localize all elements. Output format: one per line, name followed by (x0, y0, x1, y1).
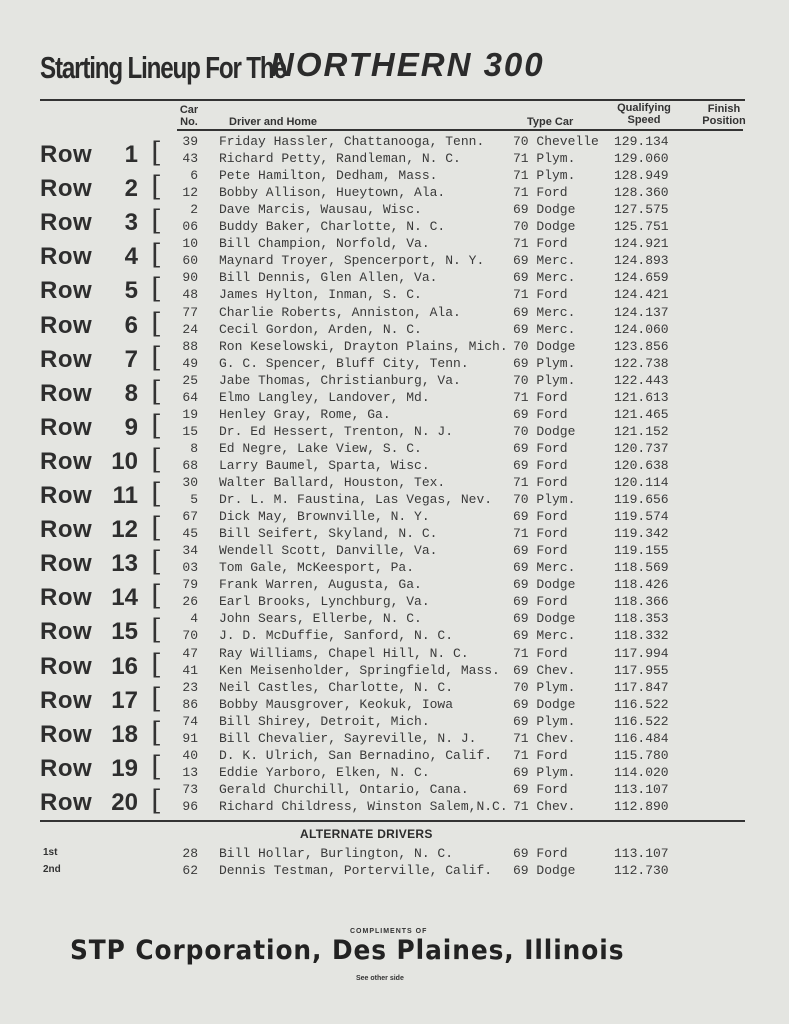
see-other-side: See other side (356, 975, 404, 982)
row-number: 5 (124, 277, 138, 305)
qualifying-speed: 118.332 (614, 628, 669, 644)
car-type: 71 Ford (513, 389, 568, 405)
qualifying-speed: 128.360 (614, 185, 669, 201)
driver-name: Cecil Gordon, Arden, N. C. (219, 321, 422, 337)
driver-name: G. C. Spencer, Bluff City, Tenn. (219, 355, 469, 371)
car-number: 8 (190, 440, 198, 456)
car-number: 74 (182, 713, 198, 729)
car-number: 96 (182, 798, 198, 814)
qualifying-speed: 124.421 (614, 287, 669, 303)
car-number: 4 (190, 611, 198, 627)
driver-name: Dick May, Brownville, N. Y. (219, 509, 430, 525)
car-number: 86 (182, 696, 198, 712)
row-label (40, 511, 162, 546)
driver-name: James Hylton, Inman, S. C. (219, 287, 422, 303)
qualifying-speed: 119.574 (614, 509, 669, 525)
bracket-icon: [ (151, 681, 162, 715)
car-type: 70 Chevelle (513, 134, 599, 149)
qualifying-speed: 119.342 (614, 526, 669, 542)
bracket-icon: [ (151, 545, 162, 579)
car-type: 70 Dodge (513, 423, 576, 439)
car-number: 23 (182, 679, 198, 695)
row-word: Row (40, 379, 93, 407)
car-type: 69 Chev. (513, 662, 576, 678)
qualifying-speed: 118.569 (614, 560, 669, 576)
bracket-icon: [ (151, 306, 162, 340)
row-number: 6 (124, 311, 138, 339)
driver-name: Bobby Mausgrover, Keokuk, Iowa (219, 696, 454, 712)
driver-name: Larry Baumel, Sparta, Wisc. (219, 457, 430, 473)
car-number: 12 (182, 185, 198, 201)
qualifying-speed: 122.738 (614, 355, 669, 371)
car-number: 77 (182, 304, 198, 320)
car-type: 71 Chev. (513, 730, 576, 746)
bracket-icon: [ (151, 715, 162, 749)
car-number: 43 (182, 151, 198, 166)
qualifying-speed: 124.659 (614, 270, 669, 286)
race-name: NORTHERN 300 (270, 46, 545, 83)
qualifying-speed: 113.107 (614, 846, 669, 861)
header-type-car: Type Car (527, 116, 574, 128)
header-car-no: Car No. (179, 104, 199, 128)
qualifying-speed: 113.107 (614, 781, 669, 797)
row-word: Row (40, 720, 93, 748)
car-type: 69 Ford (513, 406, 568, 422)
car-number: 40 (182, 747, 198, 763)
car-number: 90 (182, 270, 198, 286)
row-word: Row (40, 652, 93, 680)
qualifying-speed: 117.994 (614, 645, 669, 661)
qualifying-speed: 112.730 (614, 863, 669, 878)
driver-name: Eddie Yarboro, Elken, N. C. (219, 764, 430, 780)
row-word: Row (40, 584, 93, 612)
car-number: 25 (182, 372, 198, 388)
bracket-icon: [ (151, 749, 162, 783)
row-word: Row (40, 175, 93, 203)
car-type: 71 Plym. (513, 151, 576, 166)
car-number: 15 (182, 423, 198, 439)
bracket-icon: [ (151, 783, 162, 817)
car-number: 26 (182, 594, 198, 610)
driver-name: John Sears, Ellerbe, N. C. (219, 611, 422, 627)
qualifying-speed: 117.955 (614, 662, 669, 678)
row-number: 14 (111, 584, 138, 612)
car-number: 70 (182, 628, 198, 644)
qualifying-speed: 122.443 (614, 372, 669, 388)
car-type: 69 Ford (513, 543, 568, 559)
car-number: 10 (182, 236, 198, 252)
sponsor-name: STP Corporation, Des Plaines, Illinois (70, 935, 625, 966)
header-speed: Qualifying Speed (617, 102, 671, 126)
qualifying-speed: 118.426 (614, 577, 669, 593)
car-type: 69 Dodge (513, 577, 576, 593)
qualifying-speed: 120.114 (614, 475, 669, 490)
car-number: 91 (182, 730, 198, 746)
header-underline (177, 129, 743, 131)
car-number: 60 (182, 253, 198, 269)
car-type: 71 Ford (513, 185, 568, 201)
row-word: Row (40, 277, 93, 305)
row-number: 13 (111, 550, 138, 578)
qualifying-speed: 116.522 (614, 713, 669, 729)
car-type: 71 Ford (513, 645, 568, 661)
car-type: 71 Ford (513, 236, 568, 252)
row-label (40, 681, 162, 717)
row-number: 10 (111, 447, 138, 475)
row-word: Row (40, 482, 93, 509)
row-label (40, 136, 162, 171)
driver-name: Dr. Ed Hessert, Trenton, N. J. (219, 423, 454, 439)
car-number: 39 (182, 134, 198, 149)
car-type: 71 Chev. (513, 798, 576, 814)
car-type: 69 Merc. (513, 253, 576, 269)
car-type: 69 Merc. (513, 270, 576, 286)
qualifying-speed: 112.890 (614, 798, 669, 814)
driver-name: Bill Chevalier, Sayreville, N. J. (219, 730, 477, 746)
driver-name: Frank Warren, Augusta, Ga. (219, 577, 422, 593)
qualifying-speed: 121.465 (614, 406, 669, 422)
row-label (40, 306, 162, 342)
car-type: 70 Plym. (513, 372, 576, 388)
row-label (40, 715, 162, 751)
car-type: 70 Plym. (513, 679, 576, 695)
row-label (40, 783, 162, 819)
row-word: Row (40, 447, 93, 475)
header-finish: Finish Position (702, 103, 746, 127)
qualifying-speed: 118.353 (614, 611, 669, 627)
bottom-rule (40, 820, 745, 822)
car-type: 71 Ford (513, 526, 568, 542)
car-number: 47 (182, 645, 198, 661)
car-type: 69 Merc. (513, 560, 576, 576)
row-word: Row (40, 550, 93, 578)
row-label (40, 647, 162, 683)
row-label (40, 408, 162, 444)
car-number: 2 (190, 202, 198, 218)
row-word: Row (40, 788, 93, 816)
car-type: 69 Dodge (513, 696, 576, 712)
driver-name: Tom Gale, McKeesport, Pa. (219, 560, 415, 576)
car-number: 19 (182, 406, 198, 422)
qualifying-speed: 119.656 (614, 492, 669, 507)
qualifying-speed: 128.949 (614, 168, 669, 184)
driver-name: Wendell Scott, Danville, Va. (219, 543, 438, 559)
row-word: Row (40, 516, 93, 544)
row-number: 7 (124, 345, 138, 373)
driver-name: Bill Seifert, Skyland, N. C. (219, 526, 438, 542)
car-number: 13 (182, 764, 198, 780)
row-label (40, 238, 162, 273)
car-type: 69 Ford (513, 509, 568, 525)
driver-name: Dennis Testman, Porterville, Calif. (219, 863, 493, 878)
row-word: Row (40, 754, 93, 782)
alternate-position: 2nd (43, 864, 61, 875)
car-type: 69 Plym. (513, 764, 576, 780)
car-number: 64 (182, 389, 198, 405)
row-label (40, 545, 162, 580)
row-number: 9 (124, 413, 138, 441)
row-word: Row (40, 686, 93, 714)
driver-name: Richard Petty, Randleman, N. C. (219, 151, 461, 166)
car-type: 71 Ford (513, 747, 568, 763)
qualifying-speed: 121.613 (614, 389, 669, 405)
car-type: 70 Dodge (513, 338, 576, 354)
car-number: 5 (190, 492, 198, 507)
driver-name: J. D. McDuffie, Sanford, N. C. (219, 628, 454, 644)
driver-name: Dr. L. M. Faustina, Las Vegas, Nev. (219, 492, 493, 507)
driver-name: Pete Hamilton, Dedham, Mass. (219, 168, 438, 184)
row-number: 2 (124, 175, 138, 203)
driver-name: Friday Hassler, Chattanooga, Tenn. (219, 134, 485, 149)
car-type: 69 Ford (513, 457, 568, 473)
driver-name: Neil Castles, Charlotte, N. C. (219, 679, 454, 695)
car-number: 41 (182, 662, 198, 678)
bracket-icon: [ (151, 647, 162, 681)
car-type: 69 Plym. (513, 355, 576, 371)
row-number: 20 (111, 788, 138, 816)
driver-name: D. K. Ulrich, San Bernadino, Calif. (219, 747, 493, 763)
driver-name: Bill Hollar, Burlington, N. C. (219, 846, 454, 861)
car-number: 06 (182, 219, 198, 235)
driver-name: Richard Childress, Winston Salem,N.C. (219, 798, 508, 814)
driver-name: Ron Keselowski, Drayton Plains, Mich. (219, 338, 508, 354)
driver-name: Bobby Allison, Hueytown, Ala. (219, 185, 446, 201)
row-number: 16 (111, 652, 138, 680)
car-number: 73 (182, 781, 198, 797)
bracket-icon: [ (151, 170, 162, 204)
qualifying-speed: 120.737 (614, 440, 669, 456)
row-number: 1 (124, 141, 138, 168)
driver-name: Bill Champion, Norfold, Va. (219, 236, 430, 252)
qualifying-speed: 129.060 (614, 151, 669, 166)
car-number: 79 (182, 577, 198, 593)
top-rule (40, 99, 745, 101)
row-label (40, 170, 162, 205)
car-type: 71 Plym. (513, 168, 576, 184)
car-number: 28 (182, 846, 198, 861)
car-type: 70 Dodge (513, 219, 576, 235)
alternates-title: ALTERNATE DRIVERS (300, 827, 433, 841)
qualifying-speed: 117.847 (614, 679, 669, 695)
driver-name: Dave Marcis, Wausau, Wisc. (219, 202, 422, 218)
car-type: 70 Plym. (513, 492, 576, 507)
car-number: 62 (182, 863, 198, 878)
row-number: 18 (111, 720, 138, 748)
car-number: 49 (182, 355, 198, 371)
row-label (40, 340, 162, 376)
qualifying-speed: 123.856 (614, 338, 669, 354)
driver-name: Bill Dennis, Glen Allen, Va. (219, 270, 438, 286)
car-number: 24 (182, 321, 198, 337)
car-type: 69 Ford (513, 846, 568, 861)
row-label (40, 749, 162, 785)
row-number: 12 (111, 516, 138, 544)
driver-name: Maynard Troyer, Spencerport, N. Y. (219, 253, 485, 269)
header-driver: Driver and Home (229, 116, 318, 128)
driver-name: Ed Negre, Lake View, S. C. (219, 440, 422, 456)
compliments-text: COMPLIMENTS OF (350, 928, 428, 935)
car-type: 69 Dodge (513, 611, 576, 627)
row-word: Row (40, 209, 93, 237)
car-type: 69 Ford (513, 781, 568, 797)
page-title (40, 46, 545, 86)
driver-name: Ken Meisenholder, Springfield, Mass. (219, 662, 500, 678)
bracket-icon: [ (151, 408, 162, 442)
car-type: 71 Ford (513, 475, 568, 490)
bracket-icon: [ (151, 204, 162, 238)
row-label (40, 579, 162, 614)
qualifying-speed: 116.484 (614, 730, 669, 746)
car-type: 69 Plym. (513, 713, 576, 729)
car-number: 68 (182, 457, 198, 473)
row-number: 3 (124, 209, 138, 237)
qualifying-speed: 124.921 (614, 236, 669, 252)
row-word: Row (40, 345, 93, 373)
qualifying-speed: 121.152 (614, 423, 669, 439)
driver-name: Ray Williams, Chapel Hill, N. C. (219, 645, 469, 661)
qualifying-speed: 114.020 (614, 764, 669, 780)
row-label (40, 442, 162, 478)
bracket-icon: [ (151, 511, 162, 545)
qualifying-speed: 124.137 (614, 304, 669, 320)
row-number: 15 (111, 618, 138, 646)
row-number: 11 (112, 482, 138, 509)
row-label (40, 204, 162, 239)
bracket-icon: [ (151, 442, 162, 476)
row-label (40, 374, 162, 410)
row-word: Row (40, 618, 93, 646)
title-prefix: Starting Lineup For The (40, 50, 286, 85)
driver-name: Gerald Churchill, Ontario, Cana. (219, 781, 469, 797)
driver-name: Henley Gray, Rome, Ga. (219, 406, 391, 422)
car-type: 69 Merc. (513, 628, 576, 644)
car-number: 03 (182, 560, 198, 576)
car-number: 30 (182, 475, 198, 490)
qualifying-speed: 118.366 (614, 594, 669, 610)
qualifying-speed: 115.780 (614, 747, 669, 763)
car-type: 69 Ford (513, 594, 568, 610)
bracket-icon: [ (151, 340, 162, 374)
car-number: 45 (182, 526, 198, 542)
row-word: Row (40, 243, 93, 271)
car-number: 67 (182, 509, 198, 525)
row-word: Row (40, 311, 93, 339)
bracket-icon: [ (151, 579, 162, 613)
bracket-icon: [ (151, 477, 162, 510)
driver-name: Jabe Thomas, Christianburg, Va. (219, 372, 461, 388)
driver-name: Buddy Baker, Charlotte, N. C. (219, 219, 446, 235)
car-type: 71 Ford (513, 287, 568, 303)
car-type: 69 Merc. (513, 304, 576, 320)
car-type: 69 Dodge (513, 863, 576, 878)
car-type: 69 Dodge (513, 202, 576, 218)
qualifying-speed: 116.522 (614, 696, 669, 712)
car-number: 48 (182, 287, 198, 303)
driver-name: Elmo Langley, Landover, Md. (219, 389, 430, 405)
driver-name: Earl Brooks, Lynchburg, Va. (219, 594, 430, 610)
row-number: 17 (111, 686, 138, 714)
qualifying-speed: 129.134 (614, 134, 669, 149)
qualifying-speed: 127.575 (614, 202, 669, 218)
row-number: 8 (124, 379, 138, 407)
qualifying-speed: 119.155 (614, 543, 669, 559)
row-label (40, 272, 162, 307)
driver-name: Bill Shirey, Detroit, Mich. (219, 713, 430, 729)
row-label (40, 613, 162, 648)
driver-name: Walter Ballard, Houston, Tex. (219, 475, 446, 490)
car-type: 69 Merc. (513, 321, 576, 337)
qualifying-speed: 120.638 (614, 457, 669, 473)
bracket-icon: [ (151, 272, 162, 306)
qualifying-speed: 124.893 (614, 253, 669, 269)
row-word: Row (40, 141, 93, 168)
bracket-icon: [ (151, 136, 162, 169)
bracket-icon: [ (151, 374, 162, 408)
car-number: 88 (182, 338, 198, 354)
alternate-position: 1st (43, 847, 58, 858)
driver-name: Charlie Roberts, Anniston, Ala. (219, 304, 461, 320)
car-type: 69 Ford (513, 440, 568, 456)
bracket-icon: [ (151, 613, 162, 647)
row-label (40, 477, 162, 512)
row-number: 4 (124, 243, 138, 271)
bracket-icon: [ (151, 238, 162, 272)
car-number: 6 (190, 168, 198, 184)
qualifying-speed: 124.060 (614, 321, 669, 337)
car-number: 34 (182, 543, 198, 559)
qualifying-speed: 125.751 (614, 219, 669, 235)
row-number: 19 (111, 754, 138, 782)
row-word: Row (40, 413, 93, 441)
